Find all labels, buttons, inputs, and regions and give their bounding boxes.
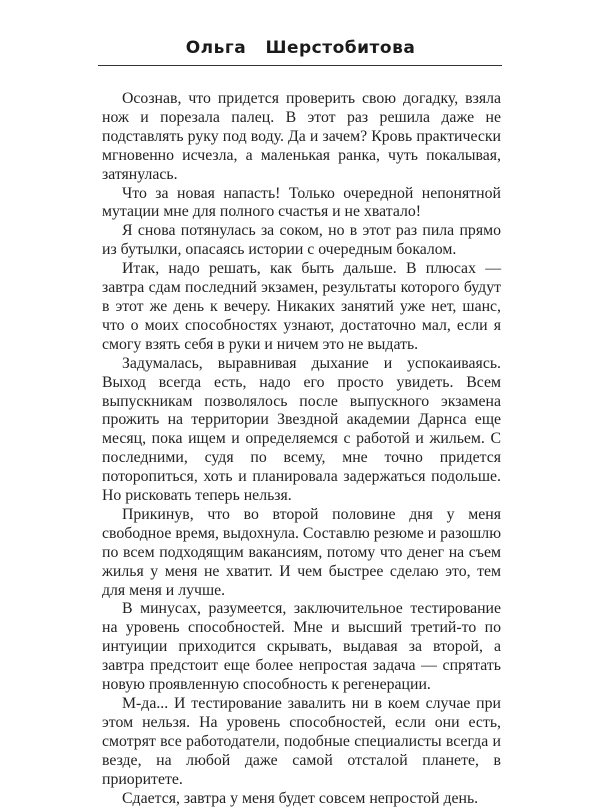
paragraph: Сдается, завтра у меня будет совсем непростой день. bbox=[122, 789, 479, 807]
paragraph: Прикинув, что во второй половине дня у меня свободное время, выдохнула. Составлю резюме и разошлю по всем подходящим вакансиям, потому что денег на съем жилья у меня не хватит. И чем быстрее сделаю это, тем для меня и лучше. bbox=[102, 505, 501, 599]
paragraph: Я снова потянулась за соком, но в этот раз пила прямо из бутылки, опасаясь истории с очередным бокалом. bbox=[102, 222, 501, 259]
running-head-author: Ольга Шерстобитова bbox=[185, 38, 416, 58]
header-rule bbox=[98, 65, 502, 66]
paragraph: М-да... И тестирование завалить ни в коем случае при этом нельзя. На уровень способностей, если они есть, смотрят все работодатели, подобные специалисты всегда и везде, на любой даже самой отсталой планете, в приоритете. bbox=[102, 695, 501, 788]
paragraph: Итак, надо решать, как быть дальше. В плюсах — завтра сдам последний экзамен, результаты которого будут в этот же день к вечеру. Никаких занятий уже нет, шанс, что о моих способностях узнают, достаточно мал, если я смогу взять себя в руки и ничем это не выдать. bbox=[102, 260, 501, 353]
paragraph: Задумалась, выравнивая дыхание и успокаиваясь. Выход всегда есть, надо его просто увидеть. Всем выпускникам позволялось после выпускного экзамена прожить на территории Звездной академии Дарнса еще месяц, пока ищем и определяемся с работой и жильем. С последними, судя по всему, мне точно придется поторопиться, хоть и планировала задержаться подольше. Но рисковать теперь нельзя. bbox=[102, 354, 501, 505]
paragraph: В минусах, разумеется, заключительное тестирование на уровень способностей. Мне и высший третий-то по интуиции приходится скрывать, выдавая за второй, а завтра предстоит еще более непростая задача — спрятать новую проявленную способность к регенерации. bbox=[102, 600, 501, 694]
paragraph: Что за новая напасть! Только очередной непонятной мутации мне для полного счастья и не хватало! bbox=[102, 184, 501, 221]
paragraph: Осознав, что придется проверить свою догадку, взяла нож и порезала палец. В этот раз решила даже не подставлять руку под воду. Да и зачем? Кровь практически мгновенно исчезла, а маленькая ранка, чуть покалывая, затянулась. bbox=[102, 90, 501, 183]
body-text bbox=[102, 90, 501, 808]
